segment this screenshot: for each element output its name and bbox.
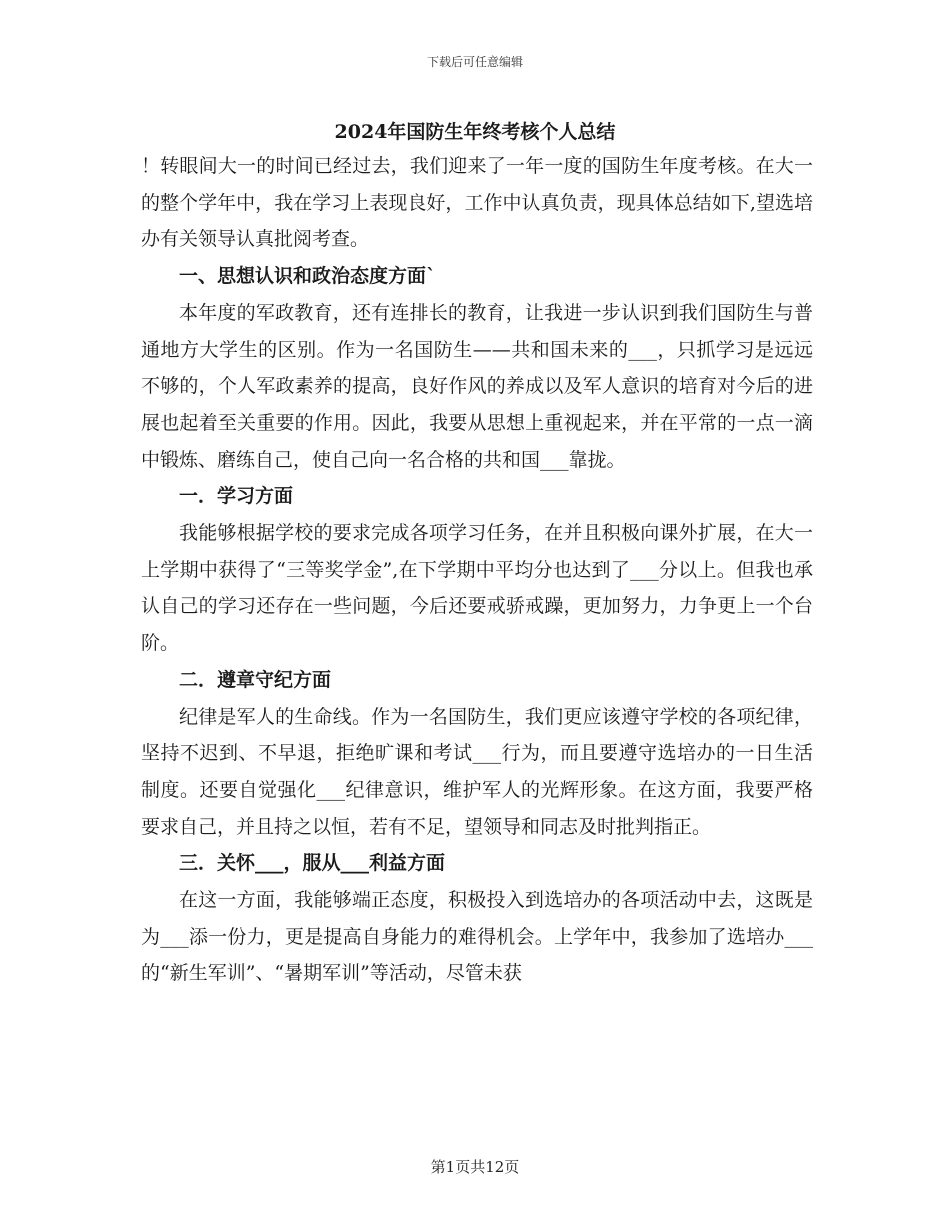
section-heading-discipline: 二．遵章守纪方面 <box>179 668 332 691</box>
page-header-note: 下载后可任意编辑 <box>426 55 523 69</box>
document-body <box>141 148 813 992</box>
paragraph-ideology: 本年度的军政教育，还有连排长的教育，让我进一步认识到我们国防生与普通地方大学生的区别。作为一名国防生——共和国未来的___，只抓学习是远远不够的，个人军政素养的提高，良好作风的养成以及军人意识的培育对今后的进展也起着至关重要的作用。因此，我要从思想上重视起来，并在平常的一点一滴中锻炼、磨练自己，使自己向一名合格的共和国___靠拢。 <box>141 301 813 471</box>
paragraph-collective: 在这一方面，我能够端正态度，积极投入到选培办的各项活动中去，这既是为___添一份力，更是提高自身能力的难得机会。上学年中，我参加了选培办___的“新生军训”、“暑期军训”等活动，尽管未获 <box>141 889 813 985</box>
section-heading-ideology: 一、思想认识和政治态度方面` <box>179 265 436 288</box>
paragraph-intro: ！转眼间大一的时间已经过去，我们迎来了一年一度的国防生年度考核。在大一的整个学年中，我在学习上表现良好，工作中认真负责，现具体总结如下,望选培办有关领导认真批阅考查。 <box>141 155 813 251</box>
paragraph-study: 我能够根据学校的要求完成各项学习任务，在并且积极向课外扩展，在大一上学期中获得了“三等奖学金”,在下学期中平均分也达到了___分以上。但我也承认自己的学习还存在一些问题，今后还要戒骄戒躁，更加努力，力争更上一个台阶。 <box>141 522 813 655</box>
page-number-footer: 第1页共12页 <box>430 1158 520 1176</box>
section-heading-collective: 三．关怀___，服从___利益方面 <box>179 852 446 875</box>
paragraph-discipline: 纪律是军人的生命线。作为一名国防生，我们更应该遵守学校的各项纪律，坚持不迟到、不早退，拒绝旷课和考试___行为，而且要遵守选培办的一日生活制度。还要自觉强化___纪律意识，维护军人的光辉形象。在这方面，我要严格要求自己，并且持之以恒，若有不足，望领导和同志及时批判指正。 <box>141 705 813 838</box>
section-heading-study: 一．学习方面 <box>179 485 294 508</box>
document-title: 2024年国防生年终考核个人总结 <box>334 121 616 143</box>
